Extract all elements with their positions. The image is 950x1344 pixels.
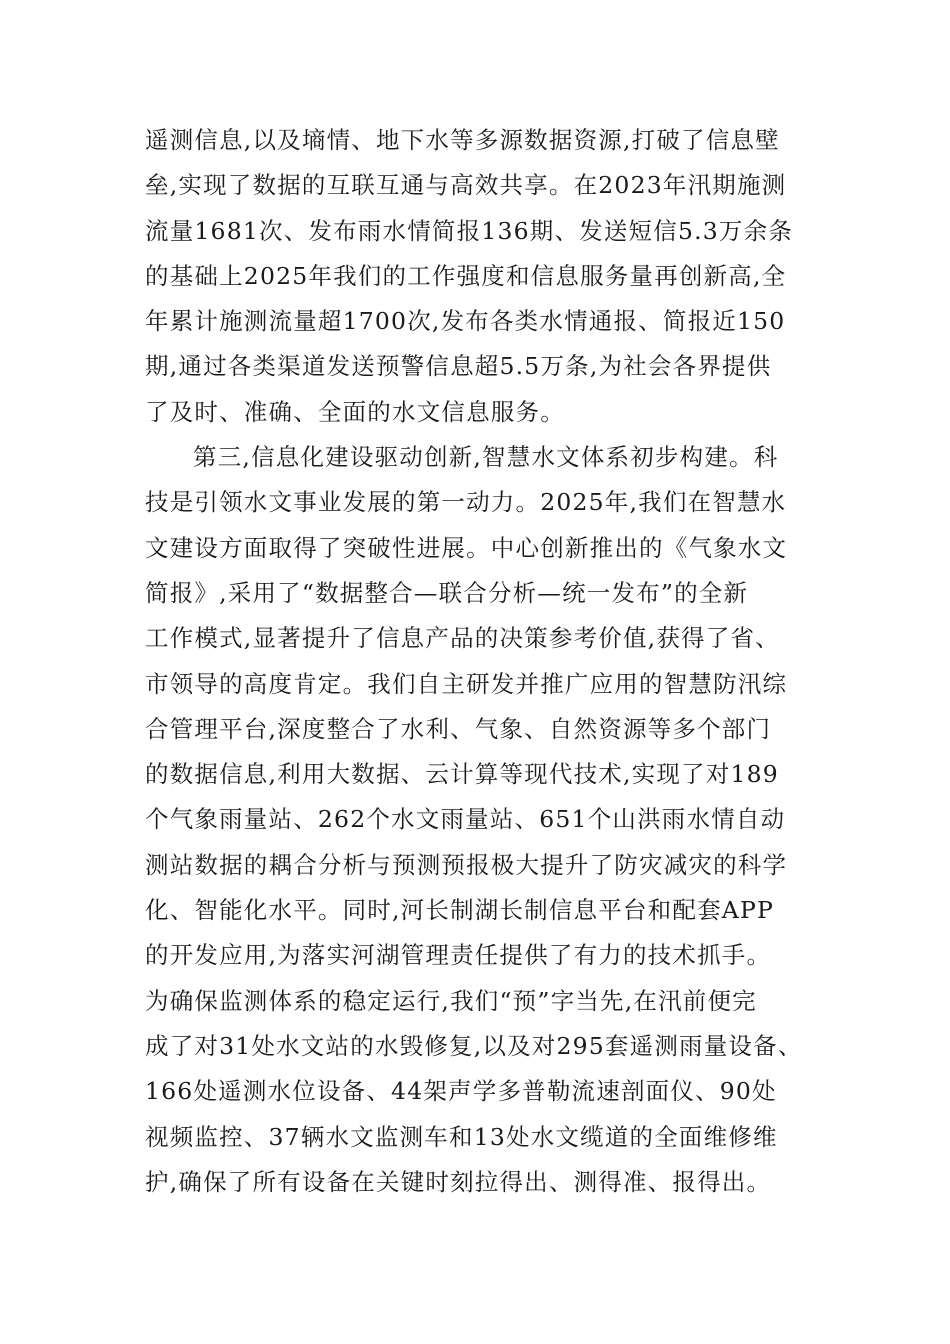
text-line: 了及时、准确、全面的水文信息服务。: [145, 397, 565, 426]
text-line: 166处遥测水位设备、44架声学多普勒流速剖面仪、90处: [145, 1077, 777, 1106]
text-line: 的基础上2025年我们的工作强度和信息服务量再创新高,全: [145, 261, 787, 290]
paragraph-start-line: 第三,信息化建设驱动创新,智慧水文体系初步构建。科: [193, 443, 779, 472]
text-line: 年累计施测流量超1700次,发布各类水情通报、简报近150: [145, 307, 786, 336]
text-line: 视频监控、37辆水文监测车和13处水文缆道的全面维修维: [145, 1122, 778, 1151]
text-line: 文建设方面取得了突破性进展。中心创新推出的《气象水文: [145, 533, 788, 562]
text-line: 的数据信息,利用大数据、云计算等现代技术,实现了对189: [145, 760, 779, 789]
text-line: 工作模式,显著提升了信息产品的决策参考价值,获得了省、: [145, 624, 780, 653]
text-line: 简报》,采用了“数据整合—联合分析—统一发布”的全新: [145, 578, 749, 607]
text-line: 合管理平台,深度整合了水利、气象、自然资源等多个部门: [145, 714, 772, 743]
text-line: 护,确保了所有设备在关键时刻拉得出、测得准、报得出。: [145, 1167, 772, 1196]
text-line: 遥测信息,以及墒情、地下水等多源数据资源,打破了信息壁: [145, 126, 780, 154]
text-line: 技是引领水文事业发展的第一动力。2025年,我们在智慧水: [145, 488, 787, 517]
text-line: 垒,实现了数据的互联互通与高效共享。在2023年汛期施测: [145, 171, 787, 200]
text-line: 为确保监测体系的稳定运行,我们“预”字当先,在汛前便完: [145, 986, 757, 1015]
text-line: 流量1681次、发布雨水情简报136期、发送短信5.3万余条: [145, 216, 794, 245]
text-line: 的开发应用,为落实河湖管理责任提供了有力的技术抓手。: [145, 941, 772, 970]
text-line: 个气象雨量站、262个水文雨量站、651个山洪雨水情自动: [145, 805, 786, 834]
body-text: [145, 118, 845, 1205]
text-line: 期,通过各类渠道发送预警信息超5.5万条,为社会各界提供: [145, 352, 772, 381]
text-line: 成了对31处水文站的水毁修复,以及对295套遥测雨量设备、: [145, 1031, 803, 1060]
text-line: 化、智能化水平。同时,河长制湖长制信息平台和配套APP: [145, 896, 774, 925]
text-line: 测站数据的耦合分析与预测预报极大提升了防灾减灾的科学: [145, 850, 788, 879]
text-line: 市领导的高度肯定。我们自主研发并推广应用的智慧防汛综: [145, 669, 788, 698]
